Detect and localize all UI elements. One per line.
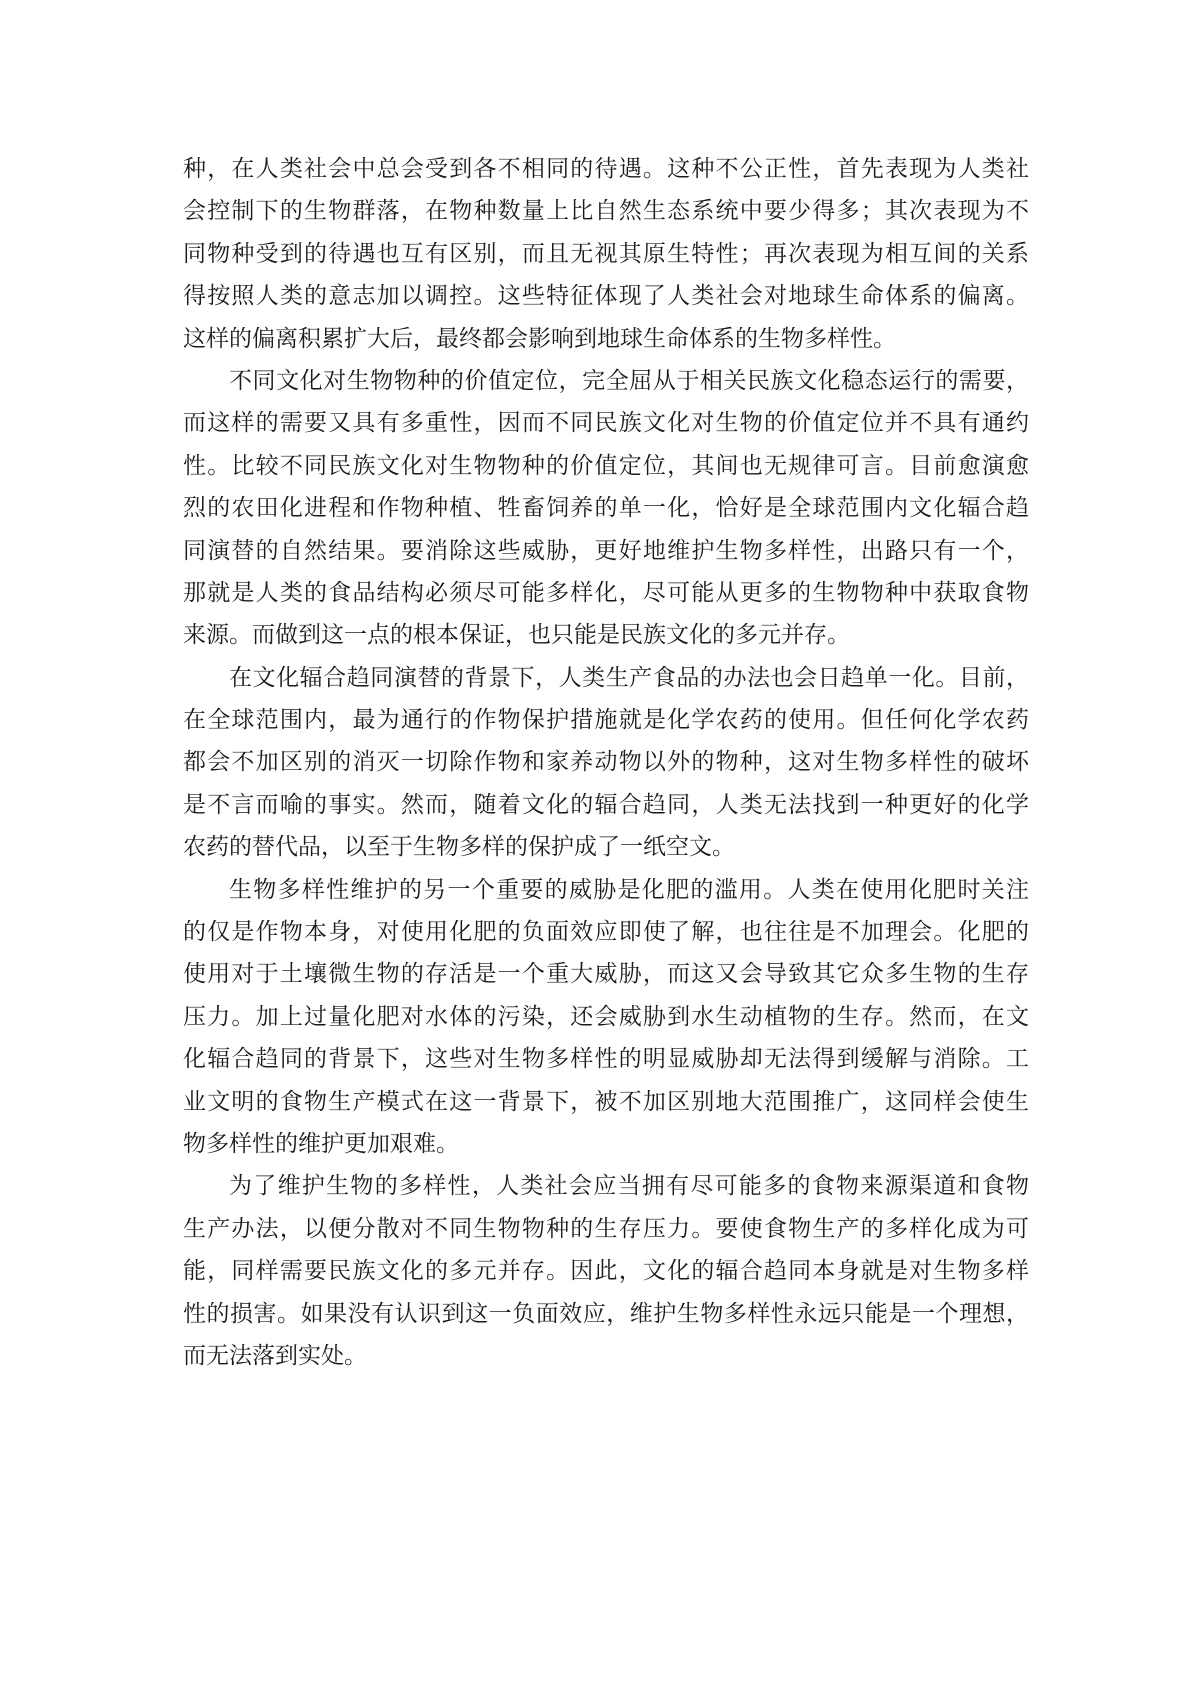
paragraph-5 [183, 1165, 1029, 1377]
text-line: 得按照人类的意志加以调控。这些特征体现了人类社会对地球生命体系的偏离。 [183, 283, 1029, 310]
paragraph-2 [183, 360, 1029, 657]
text-line: 同物种受到的待遇也互有区别，而且无视其原生特性；再次表现为相互间的关系 [183, 240, 1029, 267]
text-line: 都会不加区别的消灭一切除作物和家养动物以外的物种，这对生物多样性的破坏 [183, 749, 1029, 776]
paragraph-4 [183, 869, 1029, 1166]
text-line: 生产办法，以便分散对不同生物物种的生存压力。要使食物生产的多样化成为可 [183, 1215, 1029, 1242]
paragraph-3 [183, 657, 1029, 869]
body-text [183, 148, 1029, 1377]
text-line: 能，同样需要民族文化的多元并存。因此，文化的辐合趋同本身就是对生物多样 [183, 1258, 1029, 1285]
text-line: 种，在人类社会中总会受到各不相同的待遇。这种不公正性，首先表现为人类社 [183, 156, 1029, 182]
text-line: 烈的农田化进程和作物种植、牲畜饲养的单一化，恰好是全球范围内文化辐合趋 [183, 495, 1029, 522]
text-line: 这样的偏离积累扩大后，最终都会影响到地球生命体系的生物多样性。 [183, 325, 896, 352]
text-line: 而这样的需要又具有多重性，因而不同民族文化对生物的价值定位并不具有通约 [183, 410, 1029, 437]
text-line: 农药的替代品，以至于生物多样的保护成了一纸空文。 [183, 834, 735, 861]
text-line: 化辐合趋同的背景下，这些对生物多样性的明显威胁却无法得到缓解与消除。工 [183, 1046, 1029, 1073]
text-line: 在全球范围内，最为通行的作物保护措施就是化学农药的使用。但任何化学农药 [183, 707, 1029, 734]
text-line: 同演替的自然结果。要消除这些威胁，更好地维护生物多样性，出路只有一个， [183, 537, 1029, 564]
text-line: 是不言而喻的事实。然而，随着文化的辐合趋同，人类无法找到一种更好的化学 [183, 791, 1029, 818]
text-line: 那就是人类的食品结构必须尽可能多样化，尽可能从更多的生物物种中获取食物 [183, 579, 1029, 606]
text-line: 不同文化对生物物种的价值定位，完全屈从于相关民族文化稳态运行的需要， [229, 367, 1029, 394]
text-line: 性的损害。如果没有认识到这一负面效应，维护生物多样性永远只能是一个理想， [183, 1300, 1029, 1327]
text-line: 性。比较不同民族文化对生物物种的价值定位，其间也无规律可言。目前愈演愈 [183, 452, 1029, 479]
paragraph-1 [183, 148, 1029, 360]
text-line: 物多样性的维护更加艰难。 [183, 1130, 459, 1157]
text-line: 会控制下的生物群落，在物种数量上比自然生态系统中要少得多；其次表现为不 [183, 198, 1029, 225]
text-line: 生物多样性维护的另一个重要的威胁是化肥的滥用。人类在使用化肥时关注 [229, 876, 1029, 903]
text-line: 为了维护生物的多样性，人类社会应当拥有尽可能多的食物来源渠道和食物 [229, 1173, 1029, 1200]
text-line: 业文明的食物生产模式在这一背景下，被不加区别地大范围推广，这同样会使生 [183, 1088, 1029, 1115]
text-line: 的仅是作物本身，对使用化肥的负面效应即使了解，也往往是不加理会。化肥的 [183, 919, 1029, 946]
text-line: 来源。而做到这一点的根本保证，也只能是民族文化的多元并存。 [183, 622, 850, 649]
text-line: 而无法落到实处。 [183, 1342, 367, 1369]
text-line: 在文化辐合趋同演替的背景下，人类生产食品的办法也会日趋单一化。目前， [229, 664, 1029, 691]
text-line: 压力。加上过量化肥对水体的污染，还会威胁到水生动植物的生存。然而，在文 [183, 1003, 1029, 1030]
text-line: 使用对于土壤微生物的存活是一个重大威胁，而这又会导致其它众多生物的生存 [183, 961, 1029, 988]
